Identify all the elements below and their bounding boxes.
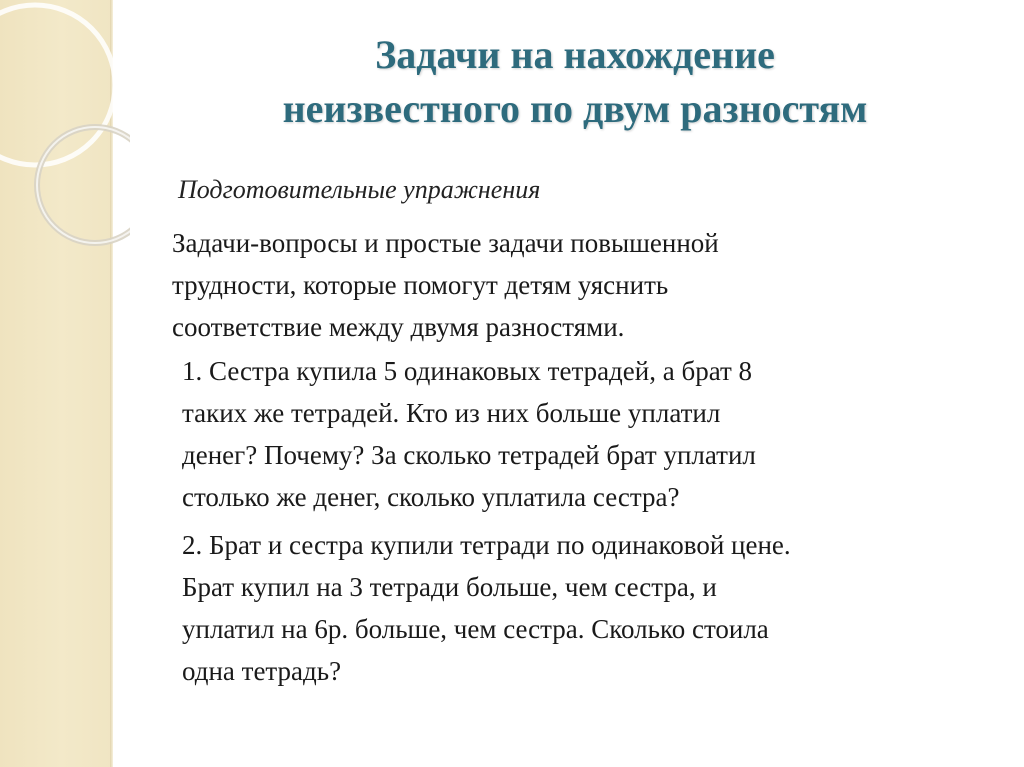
task-2 [182, 524, 1000, 692]
decorative-ring-small [37, 127, 130, 243]
title-line-1: Задачи на нахождение [375, 32, 775, 77]
intro-line: трудности, которые помогут детям уяснить [172, 270, 669, 300]
task-2-line: одна тетрадь? [182, 656, 342, 686]
task-1-line: столько же денег, сколько уплатила сестра? [182, 482, 680, 512]
task-2-line: уплатил на 6р. больше, чем сестра. Сколько стоила [182, 614, 769, 644]
section-subtitle: Подготовительные упражнения [178, 175, 541, 204]
title-line-2: неизвестного по двум разностям [282, 86, 868, 131]
intro-line: Задачи-вопросы и простые задачи повышенной [172, 228, 719, 258]
task-2-line: Брат купил на 3 тетради больше, чем сестра, и [182, 572, 717, 602]
task-1-line: 1. Сестра купила 5 одинаковых тетрадей, а брат 8 [182, 356, 753, 386]
task-1-line: денег? Почему? За сколько тетрадей брат уплатил [182, 440, 756, 470]
intro-paragraph [172, 222, 872, 348]
task-2-line: 2. Брат и сестра купили тетради по одинаковой цене. [182, 530, 791, 560]
intro-line: соответствие между двумя разностями. [172, 312, 625, 342]
task-1 [182, 350, 1000, 518]
slide-title [150, 28, 1000, 136]
decorative-rings [0, 0, 130, 260]
task-1-line: таких же тетрадей. Кто из них больше уплатил [182, 398, 721, 428]
